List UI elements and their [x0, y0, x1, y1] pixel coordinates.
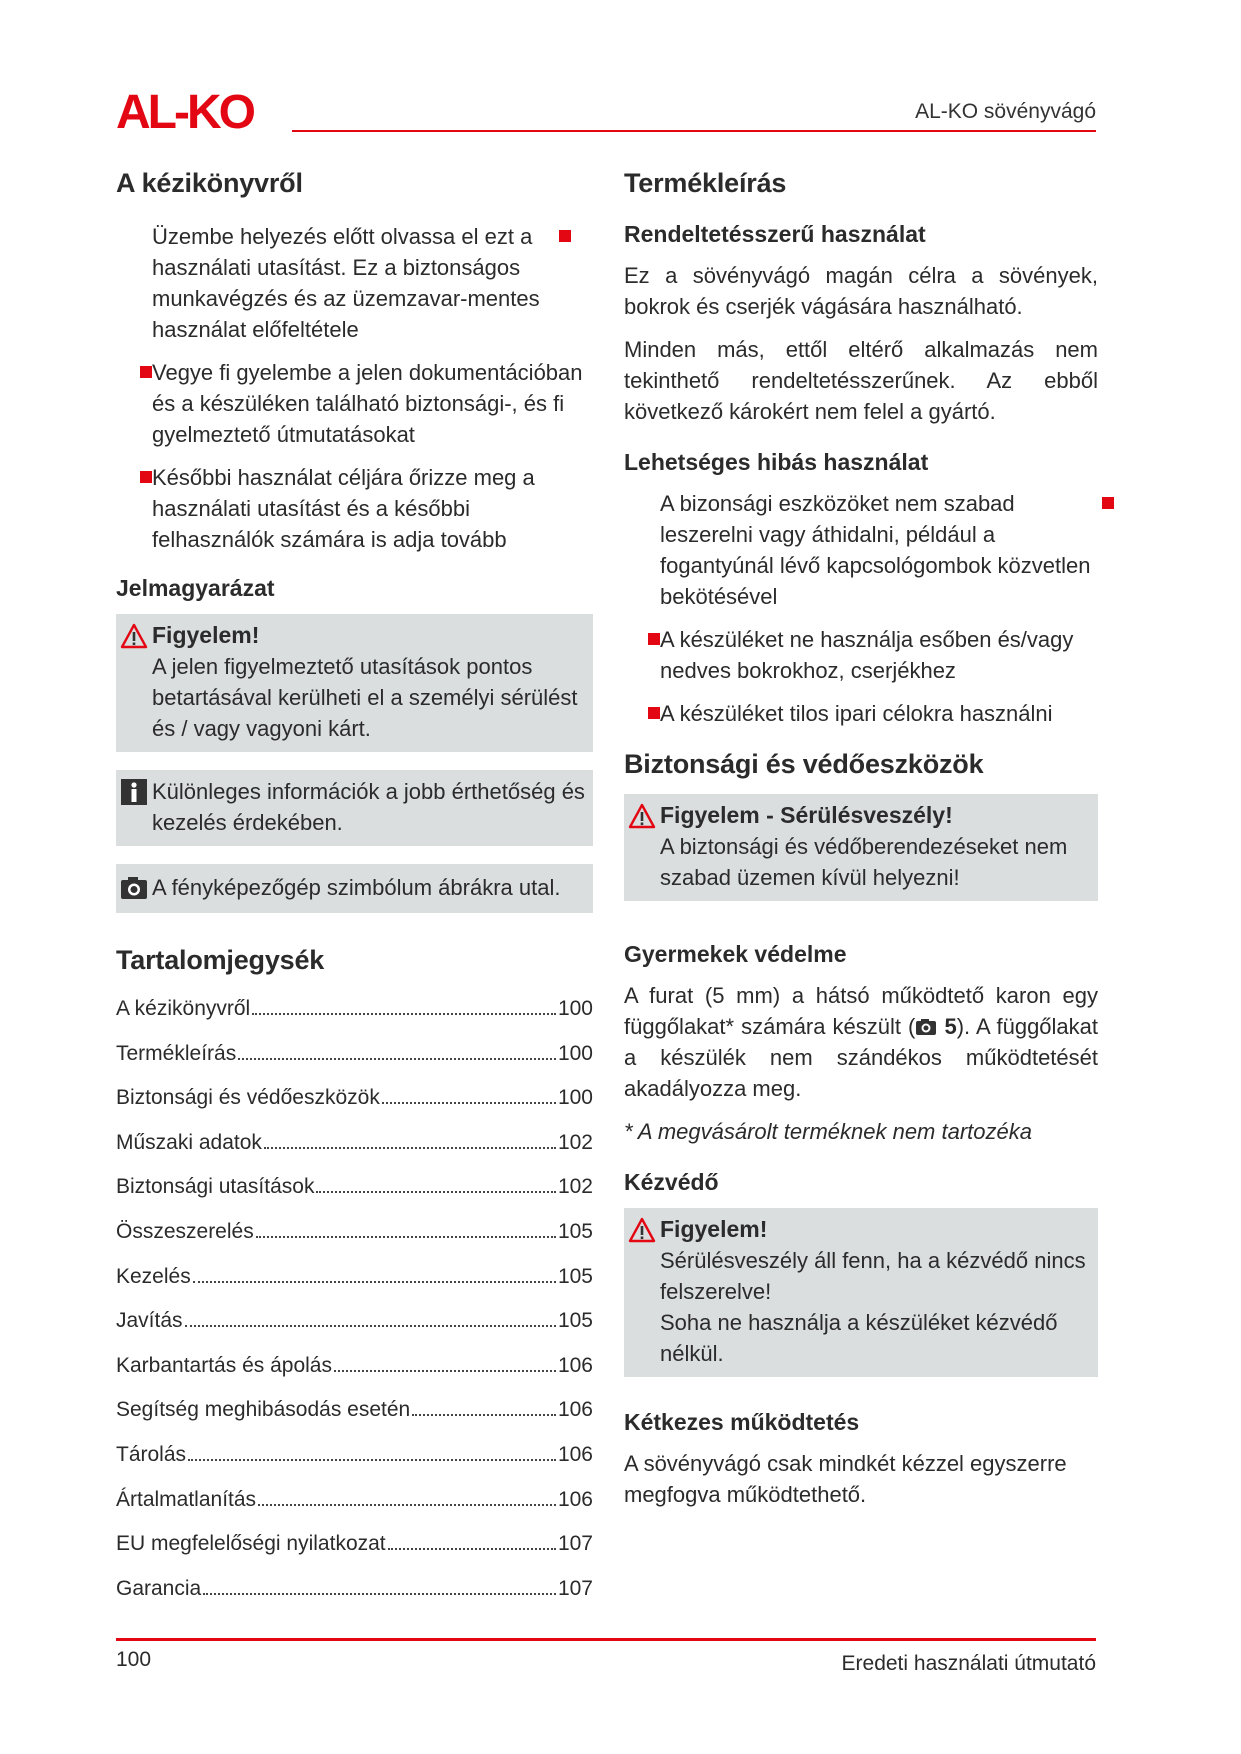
legend-camera-text: A fényképezőgép szimbólum ábrákra utal.	[152, 875, 561, 900]
two-hand-heading: Kétkezes működtetés	[624, 1409, 860, 1435]
header-rule	[292, 130, 1096, 132]
footer-title: Eredeti használati útmutató	[841, 1652, 1096, 1675]
bullet-icon	[140, 471, 152, 483]
toc-entry[interactable]: Segítség meghibásodás esetén 106	[116, 1398, 593, 1422]
toc-entry[interactable]: Termékleírás 100	[116, 1041, 593, 1065]
manual-list	[116, 221, 593, 555]
warning-triangle-icon	[120, 622, 148, 650]
bullet-icon	[140, 366, 152, 378]
product-heading: Termékleírás	[624, 168, 787, 198]
toc-entry[interactable]: EU megfelelőségi nyilatkozat 107	[116, 1532, 593, 1556]
legend-info-text: Különleges információk a jobb érthetőség és kezelés érdekében.	[152, 779, 585, 835]
left-column	[116, 168, 593, 1618]
bullet-icon	[648, 707, 660, 719]
bullet-icon	[648, 633, 660, 645]
toc-entry[interactable]: Kezelés 105	[116, 1264, 593, 1288]
legend-warning-box	[116, 614, 593, 752]
hand-guard-warning-box	[624, 1208, 1098, 1377]
toc-entry[interactable]: Tárolás 106	[116, 1442, 593, 1466]
info-icon	[120, 778, 148, 806]
table-of-contents	[116, 994, 593, 1604]
list-item: A készüléket tilos ipari célokra használni	[660, 698, 1098, 729]
warning-triangle-icon	[628, 1216, 656, 1244]
two-hand-text: A sövényvágó csak mindkét kézzel egyszerre megfogva működtethető.	[624, 1451, 1067, 1507]
legend-warning-text: A jelen figyelmeztető utasítások pontos betartásával kerülheti el a személyi sérülést és / vagy vagyoni kárt.	[152, 654, 578, 741]
toc-entry[interactable]: Ártalmatlanítás 106	[116, 1487, 593, 1511]
toc-entry[interactable]: Összeszerelés 105	[116, 1219, 593, 1243]
toc-entry[interactable]: Műszaki adatok 102	[116, 1130, 593, 1154]
misuse-list	[624, 488, 1098, 729]
bullet-icon	[1102, 497, 1114, 509]
list-item: Későbbi használat céljára őrizze meg a használati utasítást és a későbbi felhasználók számára is adja tovább	[152, 462, 593, 555]
legend-heading: Jelmagyarázat	[116, 575, 275, 601]
safety-heading: Biztonsági és védőeszközök	[624, 749, 984, 779]
toc-entry[interactable]: Garancia 107	[116, 1576, 593, 1600]
hand-guard-warning-line: Sérülésveszély áll fenn, ha a kézvédő nincs felszerelve!	[660, 1248, 1086, 1304]
page-number: 100	[116, 1648, 152, 1671]
intended-use-text-1: Ez a sövényvágó magán célra a sövények, bokrok és cserjék vágására használható.	[624, 263, 1098, 319]
list-item: A készüléket ne használja esőben és/vagy nedves bokrokhoz, cserjékhez	[660, 624, 1098, 686]
legend-camera-box	[116, 864, 593, 913]
hand-guard-heading: Kézvédő	[624, 1169, 719, 1195]
toc-heading: Tartalomjegysék	[116, 945, 325, 975]
manual-heading: A kézikönyvről	[116, 168, 303, 198]
child-protection-note: * A megvásárolt terméknek nem tartozéka	[624, 1119, 1032, 1144]
toc-entry[interactable]: A kézikönyvről 100	[116, 997, 593, 1020]
list-item: A bizonsági eszközöket nem szabad leszerelni vagy áthidalni, például a fogantyúnál lévő kapcsológombok közvetlen bekötésével	[660, 488, 1098, 612]
toc-entry[interactable]: Biztonsági és védőeszközök 100	[116, 1086, 593, 1110]
safety-warning-title: Figyelem - Sérülésveszély!	[660, 802, 953, 828]
bullet-icon	[559, 230, 571, 242]
toc-entry[interactable]: Karbantartás és ápolás 106	[116, 1353, 593, 1377]
right-column	[624, 168, 1098, 1522]
intended-use-text-2: Minden más, ettől eltérő alkalmazás nem tekinthető rendeltetésszerűnek. Az ebből következő károkért nem felel a gyártó.	[624, 337, 1098, 424]
list-item: Üzembe helyezés előtt olvassa el ezt a használati utasítást. Ez a biztonságos munkavégzés és az üzemzavar-mentes használat előfeltétele	[152, 221, 593, 345]
legend-warning-title: Figyelem!	[152, 622, 260, 648]
list-item: Vegye fi gyelembe a jelen dokumentációban és a készüléken található biztonsági-, és fi gyelmeztető útmutatásokat	[152, 357, 593, 450]
header-title: AL-KO sövényvágó	[915, 100, 1096, 123]
child-protection-text: A furat (5 mm) a hátsó működtető karon egy függőlakat* számára készült ( 5). A függőlakat a készülék nem szándékos működtetését akadályozza meg.	[624, 983, 1099, 1101]
safety-warning-text: A biztonsági és védőberendezéseket nem szabad üzemen kívül helyezni!	[660, 834, 1068, 890]
al-ko-logo	[116, 88, 286, 134]
legend-info-box	[116, 770, 593, 846]
camera-icon	[915, 1018, 937, 1036]
logo-text: AL-KO	[116, 88, 253, 134]
footer-rule	[116, 1638, 1096, 1641]
child-protection-heading: Gyermekek védelme	[624, 941, 847, 967]
toc-entry[interactable]: Biztonsági utasítások 102	[116, 1175, 593, 1199]
warning-triangle-icon	[628, 802, 656, 830]
intended-use-heading: Rendeltetésszerű használat	[624, 221, 926, 247]
hand-guard-warning-line: Soha ne használja a készüléket kézvédő nélkül.	[660, 1310, 1058, 1366]
toc-entry[interactable]: Javítás 105	[116, 1309, 593, 1333]
camera-icon	[120, 874, 148, 902]
hand-guard-warning-title: Figyelem!	[660, 1216, 768, 1242]
misuse-heading: Lehetséges hibás használat	[624, 449, 929, 475]
figure-reference: 5	[944, 1014, 957, 1039]
safety-warning-box	[624, 794, 1098, 901]
